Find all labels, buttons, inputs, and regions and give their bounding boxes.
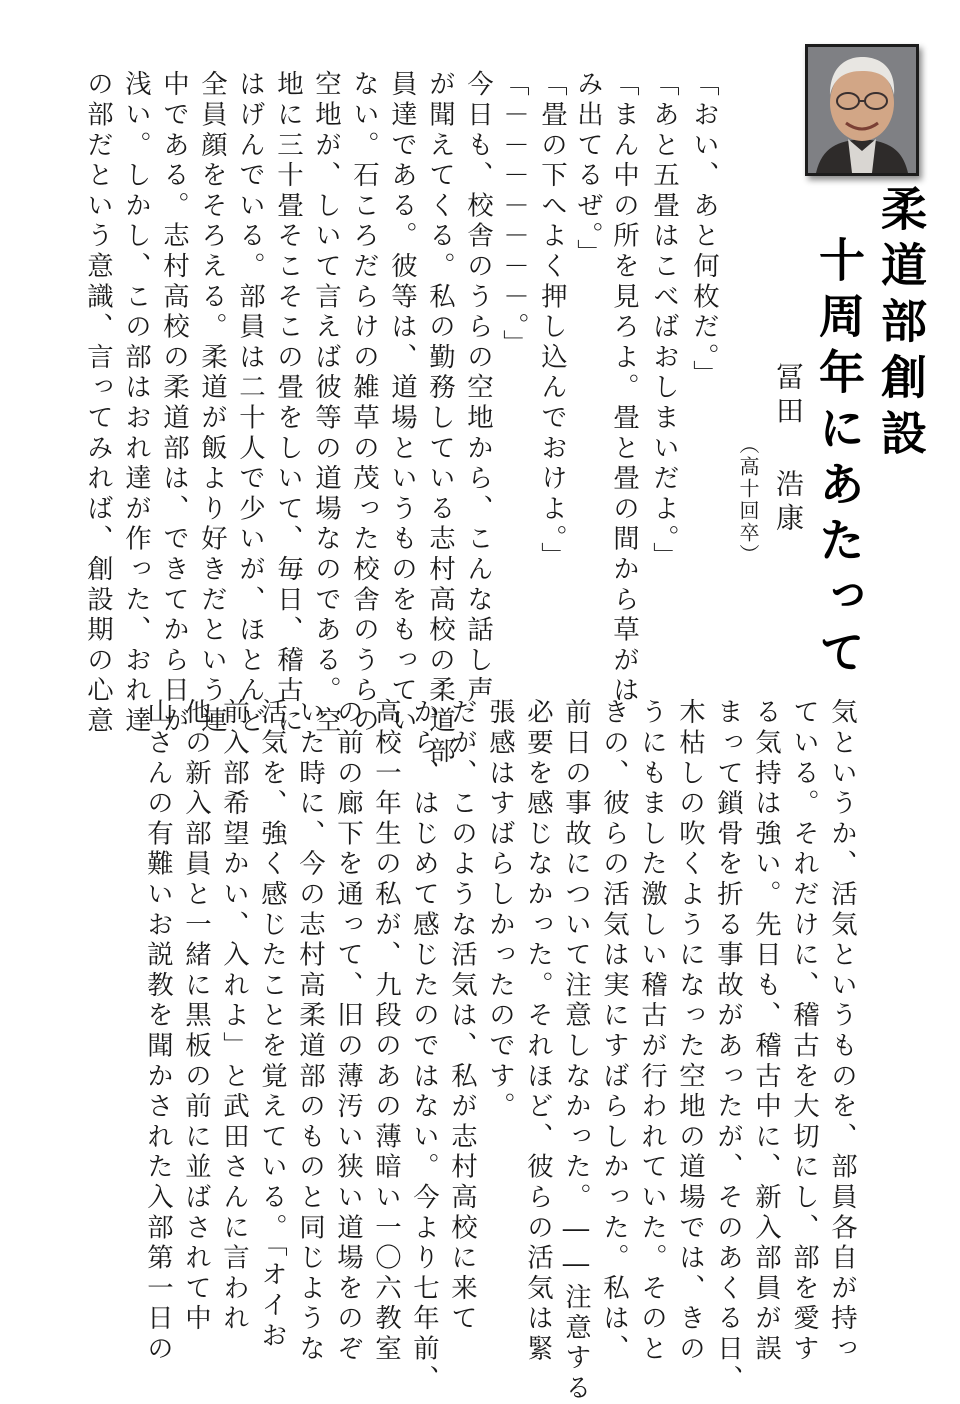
- author-class: （高十回卒）: [736, 434, 760, 566]
- bottom-column-17: 前入部希望かい、入れよ」と武田さんに言われ: [218, 698, 250, 1335]
- bottom-column-12: から、はじめて感じたのではない。今より七年前、: [408, 698, 440, 1395]
- top-column-2: 「あと五畳はこべばおしまいだよ。」: [648, 70, 680, 572]
- top-column-10: ない。石ころだらけの雑草の茂った校舎のうらの: [348, 70, 380, 737]
- top-column-3: 「まん中の所を見ろよ。畳と畳の間から草がは: [608, 70, 640, 707]
- top-column-14: 全員顔をそろえる。柔道が飯より好きだという連: [196, 70, 228, 737]
- top-column-4: み出てるぜ。」: [572, 70, 604, 269]
- top-column-5: 「畳の下へよく押し込んでおけよ。」: [536, 70, 568, 572]
- bottom-column-19: 山さんの有難いお説教を聞かされた入部第一日の: [142, 698, 174, 1365]
- top-column-1: 「おい、あと何枚だ。」: [688, 70, 720, 391]
- bottom-column-4: まって鎖骨を折る事故があったが、そのあくる日、: [712, 698, 744, 1395]
- top-column-8: が聞えてくる。私の勤務している志村高校の柔道部: [424, 70, 456, 767]
- top-column-17: の部だという意識、言ってみれば、創設期の心意: [82, 70, 114, 737]
- bottom-column-13: 高校一年生の私が、九段のあの薄暗い一〇六教室: [370, 698, 402, 1365]
- top-column-16: 浅い。しかし、この部はおれ達が作った、おれ達: [120, 70, 152, 737]
- bottom-column-2: ている。それだけに、稽古を大切にし、部を愛す: [788, 698, 820, 1365]
- bottom-column-14: の前の廊下を通って、旧の薄汚い狭い道場をのぞ: [332, 698, 364, 1365]
- article-title-line2: 十周年にあたって: [812, 236, 866, 684]
- author-portrait-icon: [808, 47, 916, 173]
- top-column-6: 「－－－－－－－。」: [498, 70, 530, 360]
- bottom-column-10: 張感はすばらしかったのです。: [484, 698, 516, 1123]
- bottom-column-18: 他の新入部員と一緒に黒板の前に並ばされて中: [180, 698, 212, 1335]
- bottom-column-6: うにもました激しい稽古が行われていた。そのと: [636, 698, 668, 1365]
- bottom-column-7: きの、彼らの活気は実にすばらしかった。私は、: [598, 698, 630, 1365]
- bottom-column-11: だが、このような活気は、私が志村高校に来て: [446, 698, 478, 1335]
- top-column-13: はげんでいる。部員は二十人で少いが、ほとんど: [234, 70, 266, 737]
- bottom-column-9: 必要を感じなかった。それほど、彼らの活気は緊: [522, 698, 554, 1365]
- top-column-9: 員達である。彼等は、道場というものをもってい: [386, 70, 418, 737]
- bottom-column-1: 気というか、活気というものを、部員各自が持っ: [826, 698, 858, 1365]
- bottom-column-5: 木枯しの吹くようになった空地の道場では、きの: [674, 698, 706, 1365]
- author-photo: [805, 44, 919, 176]
- bottom-column-15: いた時に、今の志村高柔道部のものと同じような: [294, 698, 326, 1365]
- author-name: 冨田 浩康: [772, 362, 805, 537]
- bottom-column-16: 活気を、強く感じたことを覚えている。「オイお: [256, 698, 288, 1352]
- bottom-column-8: 前日の事故について注意しなかった。――注意する: [560, 698, 592, 1404]
- top-column-12: 地に三十畳そこそこの畳をしいて、毎日、稽古に: [272, 70, 304, 737]
- top-column-15: 中である。志村高校の柔道部は、できてから日が: [158, 70, 190, 737]
- top-column-11: 空地が、しいて言えば彼等の道場なのである。空: [310, 70, 342, 737]
- top-column-7: 今日も、校舎のうらの空地から、こんな話し声: [462, 70, 494, 707]
- bottom-column-3: る気持は強い。先日も、稽古中に、新入部員が誤: [750, 698, 782, 1365]
- article-title-line1: 柔道部創設: [874, 185, 928, 465]
